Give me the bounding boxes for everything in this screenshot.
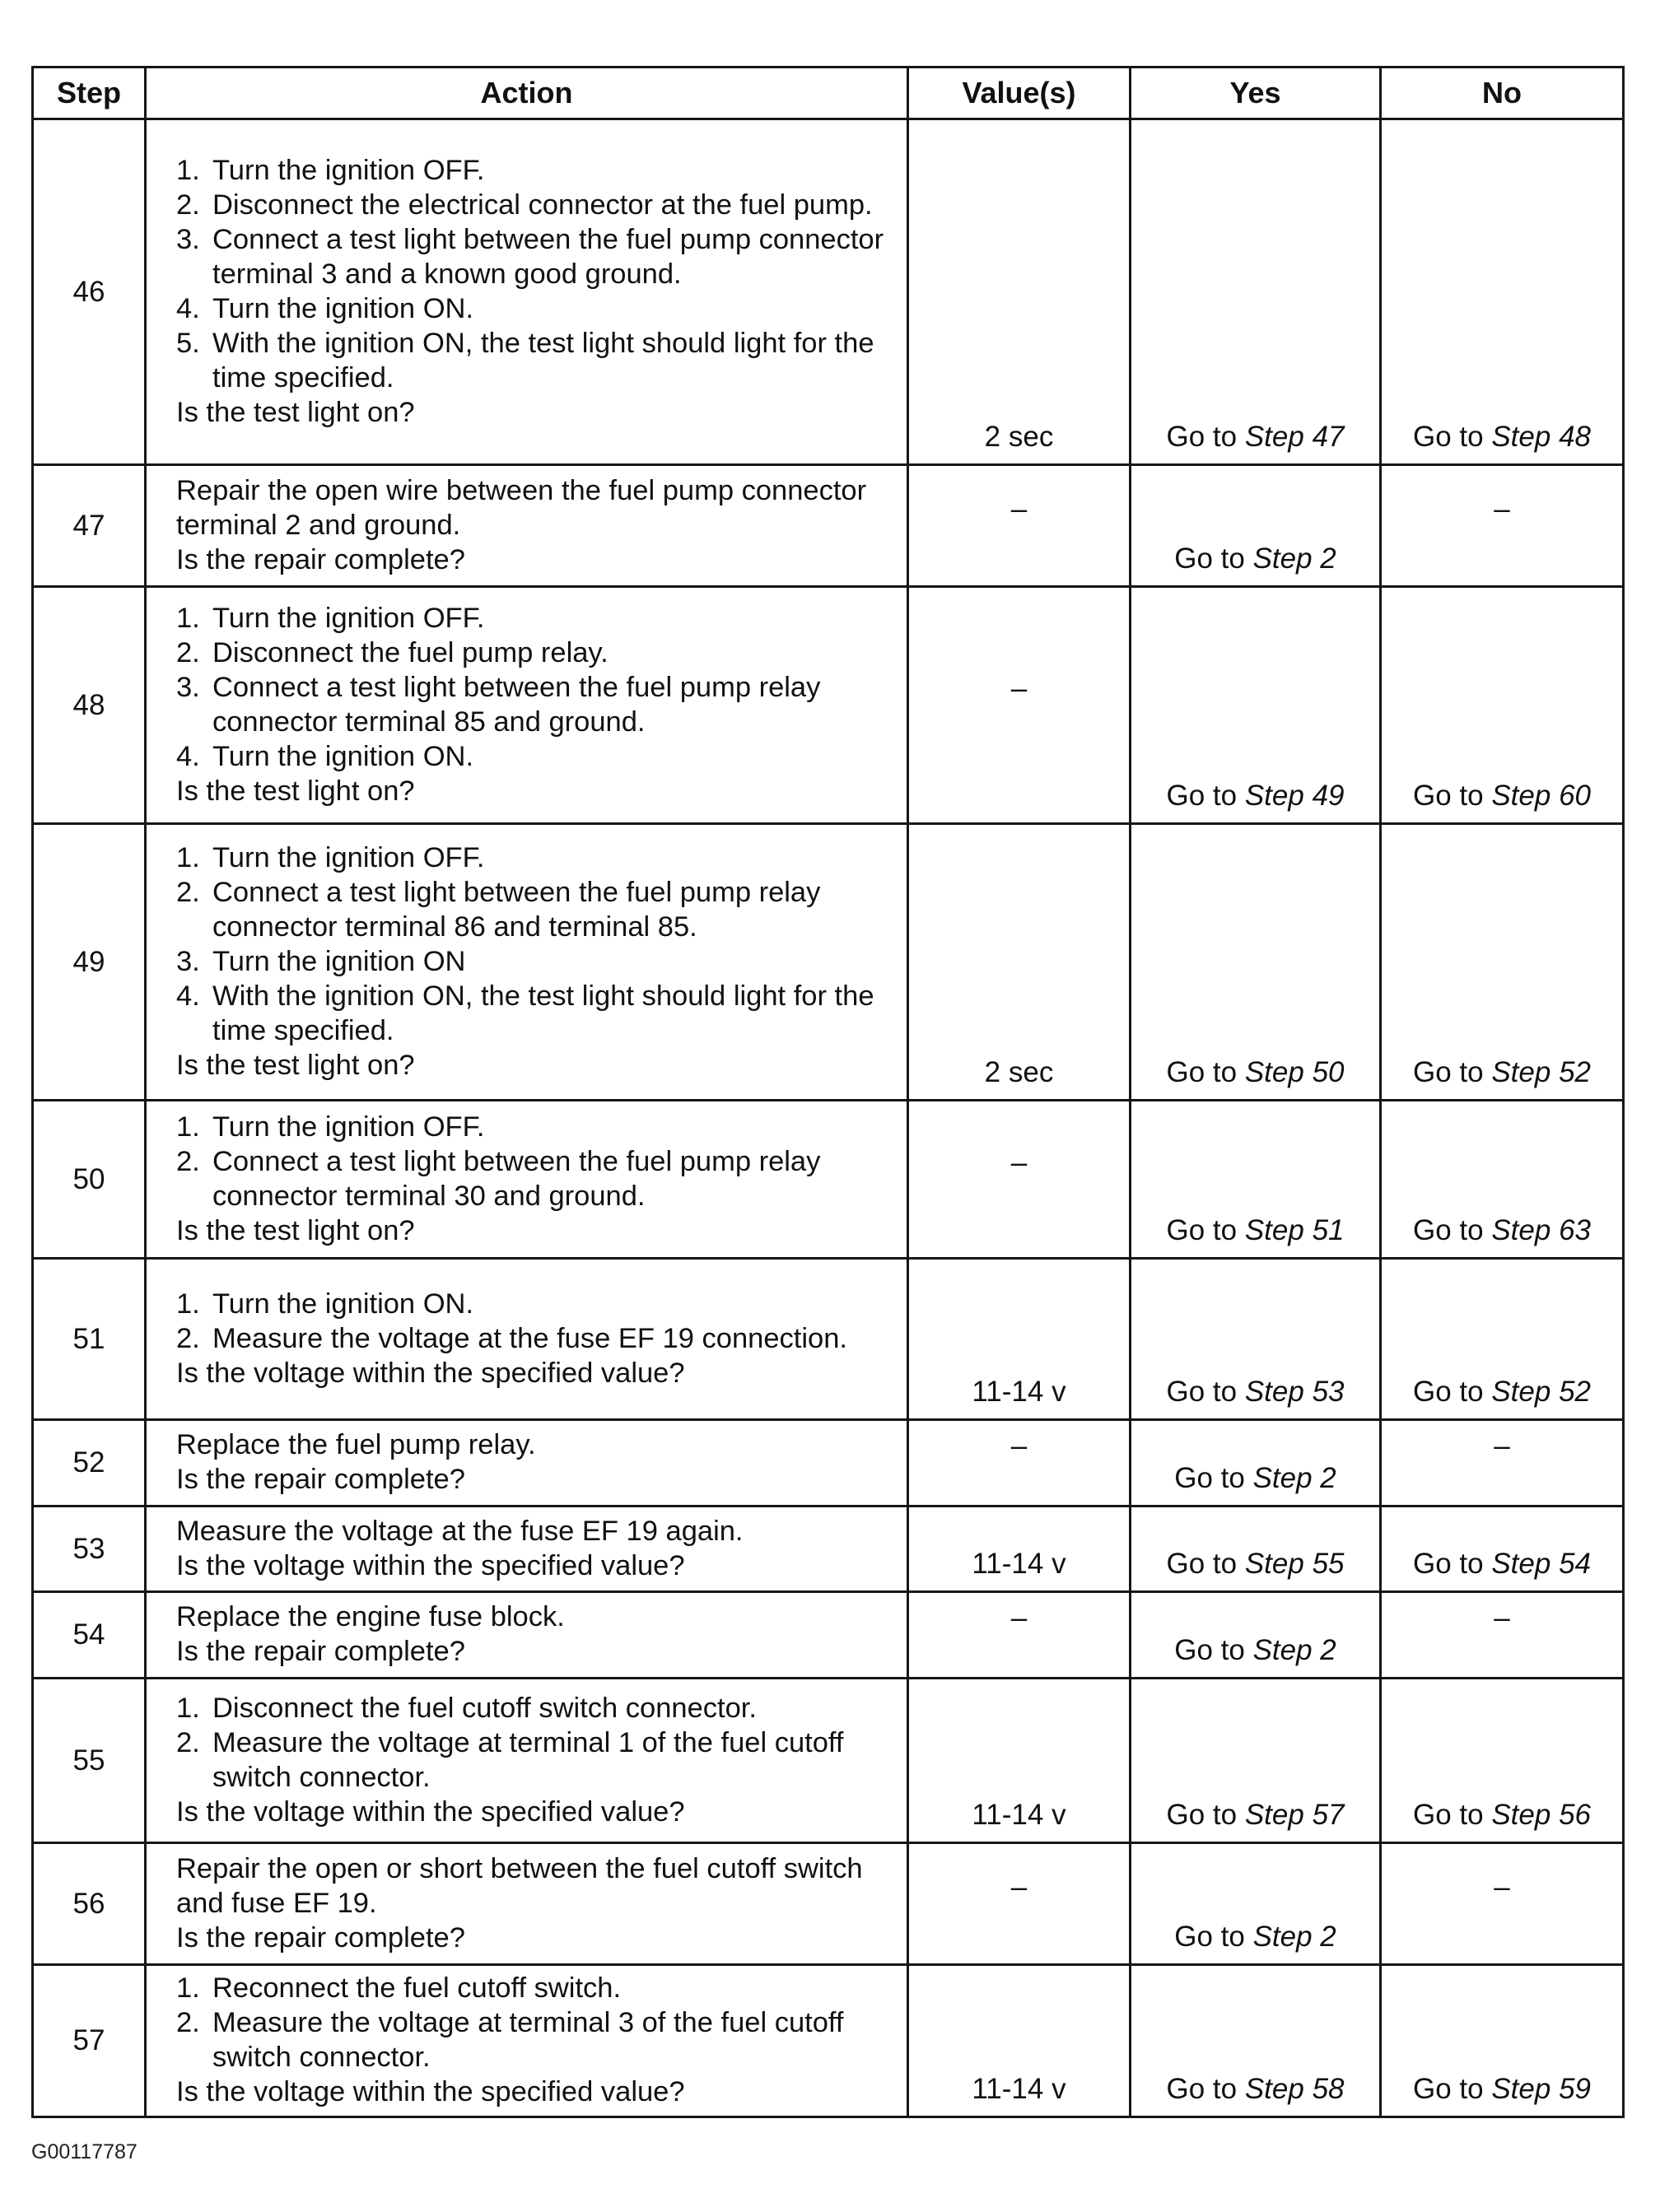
action-step-number: 2. [176,876,200,908]
action-step-text: Connect a test light between the fuel pump connector terminal 3 and a known good ground. [212,223,884,290]
action-step-number: 5. [176,327,200,359]
yes-step-number: 49 [1312,780,1345,812]
yes-step-word: Step [1252,543,1313,575]
yes-prefix: Go to [1174,1634,1253,1666]
yes-prefix: Go to [1174,1462,1253,1494]
table-row [33,587,1624,824]
action-step-number: 1. [176,602,200,634]
step-number: 50 [33,1101,146,1259]
action-step [176,979,897,1048]
no-step-word: Step [1491,421,1551,453]
no-step-number: 54 [1559,1548,1591,1580]
no-step-word: Step [1491,780,1551,812]
step-number: 49 [33,824,146,1101]
yes-step-word: Step [1244,1056,1304,1088]
action-step-text: Connect a test light between the fuel pump relay connector terminal 30 and ground. [212,1145,821,1212]
action-step-text: Disconnect the fuel pump relay. [212,636,609,668]
value-cell: 2 sec [908,824,1131,1101]
no-step-word: Step [1491,1548,1551,1580]
action-step [176,326,897,395]
action-step [176,841,897,875]
no-cell [1381,1506,1624,1592]
yes-step-word: Step [1244,1799,1304,1831]
no-prefix: Go to [1413,1056,1492,1088]
yes-step-word: Step [1244,1548,1304,1580]
yes-prefix: Go to [1166,2073,1245,2105]
action-cell [146,1259,908,1420]
no-cell [1381,824,1624,1101]
yes-step-word: Step [1244,421,1304,453]
action-step [176,739,897,774]
action-step-text: Turn the ignition ON [212,945,466,977]
action-step-text: Turn the ignition OFF. [212,841,485,873]
action-step [176,636,897,670]
yes-step-word: Step [1244,1376,1304,1408]
action-question: Is the test light on? [176,1214,415,1246]
yes-prefix: Go to [1166,421,1245,453]
action-step [176,1110,897,1144]
action-step-number: 2. [176,1322,200,1354]
no-prefix: Go to [1413,2073,1492,2105]
table-row [33,824,1624,1101]
step-number: 57 [33,1965,146,2117]
no-cell: – [1381,1843,1624,1965]
no-prefix: Go to [1413,421,1492,453]
action-question: Is the voltage within the specified value? [176,1549,685,1581]
action-cell [146,824,908,1101]
action-step-text: Measure the voltage at the fuse EF 19 connection. [212,1322,847,1354]
action-question: Is the test light on? [176,396,415,428]
yes-step-number: 2 [1320,1921,1336,1953]
action-cell [146,1679,908,1843]
yes-cell [1131,119,1381,465]
action-question: Is the test light on? [176,1049,415,1081]
action-step-number: 2. [176,636,200,668]
action-step [176,1321,897,1356]
action-step [176,188,897,222]
yes-step-word: Step [1252,1921,1313,1953]
yes-step-number: 53 [1312,1376,1345,1408]
yes-cell [1131,1506,1381,1592]
yes-prefix: Go to [1166,1056,1245,1088]
yes-step-word: Step [1244,2073,1304,2105]
table-row [33,1965,1624,2117]
value-cell: 11-14 v [908,1679,1131,1843]
yes-step-number: 50 [1312,1056,1345,1088]
yes-prefix: Go to [1166,1376,1245,1408]
yes-step-number: 2 [1320,1634,1336,1666]
action-step-text: Disconnect the fuel cutoff switch connector. [212,1692,757,1724]
no-cell: – [1381,1420,1624,1506]
action-step-number: 2. [176,1726,200,1758]
action-step [176,1725,897,1795]
table-row [33,1843,1624,1965]
action-step [176,153,897,188]
no-prefix: Go to [1413,1799,1492,1831]
header-value: Value(s) [908,68,1131,119]
action-step-text: Connect a test light between the fuel pump relay connector terminal 86 and terminal 85. [212,876,821,943]
yes-prefix: Go to [1174,1921,1253,1953]
action-step [176,601,897,636]
no-step-word: Step [1491,1799,1551,1831]
action-step [176,875,897,944]
yes-cell [1131,1679,1381,1843]
no-prefix: Go to [1413,1548,1492,1580]
yes-step-word: Step [1252,1634,1313,1666]
no-cell [1381,1679,1624,1843]
action-step [176,291,897,326]
yes-cell [1131,587,1381,824]
yes-cell [1131,1592,1381,1679]
no-step-number: 52 [1559,1376,1591,1408]
action-step-number: 1. [176,1972,200,2004]
table-body [33,119,1624,2117]
action-step-number: 2. [176,189,200,221]
no-cell [1381,1259,1624,1420]
no-step-word: Step [1491,2073,1551,2105]
yes-step-number: 2 [1320,1462,1336,1494]
yes-prefix: Go to [1174,543,1253,575]
action-step-text: Disconnect the electrical connector at the fuel pump. [212,189,873,221]
step-number: 54 [33,1592,146,1679]
action-cell [146,1965,908,2117]
value-cell: – [908,465,1131,587]
action-step [176,670,897,739]
no-cell: – [1381,1592,1624,1679]
action-step [176,1691,897,1725]
action-step-number: 1. [176,1111,200,1143]
action-cell [146,1592,908,1679]
action-cell [146,587,908,824]
action-step-text: Reconnect the fuel cutoff switch. [212,1972,622,2004]
yes-step-number: 55 [1312,1548,1345,1580]
action-cell [146,1420,908,1506]
action-step [176,222,897,291]
action-step [176,1971,897,2005]
step-number: 51 [33,1259,146,1420]
table-row [33,1679,1624,1843]
action-text: Measure the voltage at the fuse EF 19 again. [176,1515,744,1547]
no-step-number: 56 [1559,1799,1591,1831]
action-step-text: Turn the ignition ON. [212,740,474,772]
no-cell [1381,1965,1624,2117]
step-number: 46 [33,119,146,465]
step-number: 53 [33,1506,146,1592]
yes-step-number: 58 [1312,2073,1345,2105]
yes-cell [1131,1101,1381,1259]
value-cell: – [908,1843,1131,1965]
yes-cell [1131,1843,1381,1965]
yes-cell [1131,1965,1381,2117]
value-cell: 11-14 v [908,1259,1131,1420]
action-text: Repair the open or short between the fuel cutoff switch and fuse EF 19. [176,1852,863,1919]
yes-step-word: Step [1244,1214,1304,1246]
no-step-word: Step [1491,1056,1551,1088]
action-cell [146,1506,908,1592]
action-question: Is the repair complete? [176,543,465,575]
action-step-text: With the ignition ON, the test light should light for the time specified. [212,980,874,1046]
value-cell: – [908,587,1131,824]
table-row [33,1259,1624,1420]
no-cell [1381,1101,1624,1259]
action-step [176,1287,897,1321]
action-step-number: 1. [176,1692,200,1724]
diagnostic-table [31,66,1625,2118]
action-step [176,2005,897,2075]
no-cell [1381,119,1624,465]
action-question: Is the repair complete? [176,1921,465,1954]
yes-step-word: Step [1252,1462,1313,1494]
yes-prefix: Go to [1166,1799,1245,1831]
action-cell [146,465,908,587]
yes-step-number: 51 [1312,1214,1345,1246]
action-step-number: 2. [176,2007,200,2038]
action-text: Repair the open wire between the fuel pump connector terminal 2 and ground. [176,474,867,541]
yes-step-number: 57 [1312,1799,1345,1831]
yes-prefix: Go to [1166,1548,1245,1580]
value-cell: 11-14 v [908,1506,1131,1592]
yes-cell [1131,465,1381,587]
figure-id: G00117787 [31,2140,138,2163]
table-row [33,1420,1624,1506]
value-cell: – [908,1592,1131,1679]
action-question: Is the repair complete? [176,1636,465,1667]
yes-step-number: 47 [1312,421,1345,453]
action-step-number: 4. [176,980,200,1012]
value-cell: – [908,1101,1131,1259]
step-number: 56 [33,1843,146,1965]
action-question: Is the test light on? [176,775,415,807]
header-step: Step [33,68,146,119]
action-step-number: 2. [176,1145,200,1177]
step-number: 52 [33,1420,146,1506]
action-step-number: 3. [176,223,200,255]
action-cell [146,1843,908,1965]
no-prefix: Go to [1413,1214,1492,1246]
action-step-text: Measure the voltage at terminal 1 of the fuel cutoff switch connector. [212,1726,844,1793]
action-step-number: 3. [176,945,200,977]
step-number: 47 [33,465,146,587]
yes-prefix: Go to [1166,1214,1245,1246]
header-row [33,68,1624,119]
yes-cell [1131,1420,1381,1506]
yes-step-number: 2 [1320,543,1336,575]
header-action: Action [146,68,908,119]
action-step-text: Turn the ignition OFF. [212,602,485,634]
action-step-text: Turn the ignition ON. [212,1288,474,1320]
yes-cell [1131,824,1381,1101]
action-step-text: Connect a test light between the fuel pump relay connector terminal 85 and ground. [212,671,821,738]
action-step-number: 4. [176,740,200,772]
table-row [33,1101,1624,1259]
action-step-text: With the ignition ON, the test light should light for the time specified. [212,327,874,394]
step-number: 48 [33,587,146,824]
action-step-number: 4. [176,292,200,324]
action-step-text: Turn the ignition OFF. [212,1111,485,1143]
action-step-number: 1. [176,1288,200,1320]
no-step-number: 63 [1559,1214,1591,1246]
action-cell [146,1101,908,1259]
header-yes: Yes [1131,68,1381,119]
yes-cell [1131,1259,1381,1420]
no-prefix: Go to [1413,1376,1492,1408]
no-step-number: 48 [1559,421,1591,453]
action-step-text: Measure the voltage at terminal 3 of the fuel cutoff switch connector. [212,2007,844,2073]
action-cell [146,119,908,465]
no-cell: – [1381,465,1624,587]
table-row [33,1592,1624,1679]
action-question: Is the voltage within the specified value? [176,1795,685,1828]
action-step-number: 3. [176,671,200,703]
table-row [33,1506,1624,1592]
action-question: Is the voltage within the specified value? [176,2076,685,2107]
value-cell: 2 sec [908,119,1131,465]
action-step [176,944,897,979]
action-step [176,1144,897,1213]
table-row [33,465,1624,587]
header-no: No [1381,68,1624,119]
value-cell: – [908,1420,1131,1506]
no-cell [1381,587,1624,824]
no-step-number: 52 [1559,1056,1591,1088]
no-step-word: Step [1491,1376,1551,1408]
yes-prefix: Go to [1166,780,1245,812]
action-text: Replace the engine fuse block. [176,1601,565,1632]
yes-step-word: Step [1244,780,1304,812]
value-cell: 11-14 v [908,1965,1131,2117]
action-step-number: 1. [176,154,200,186]
action-text: Replace the fuel pump relay. [176,1429,536,1460]
no-step-number: 60 [1559,780,1591,812]
action-question: Is the voltage within the specified value? [176,1357,685,1389]
no-prefix: Go to [1413,780,1492,812]
table-row [33,119,1624,465]
no-step-number: 59 [1559,2073,1591,2105]
action-step-text: Turn the ignition ON. [212,292,474,324]
action-step-text: Turn the ignition OFF. [212,154,485,186]
no-step-word: Step [1491,1214,1551,1246]
action-step-number: 1. [176,841,200,873]
step-number: 55 [33,1679,146,1843]
action-question: Is the repair complete? [176,1464,465,1495]
